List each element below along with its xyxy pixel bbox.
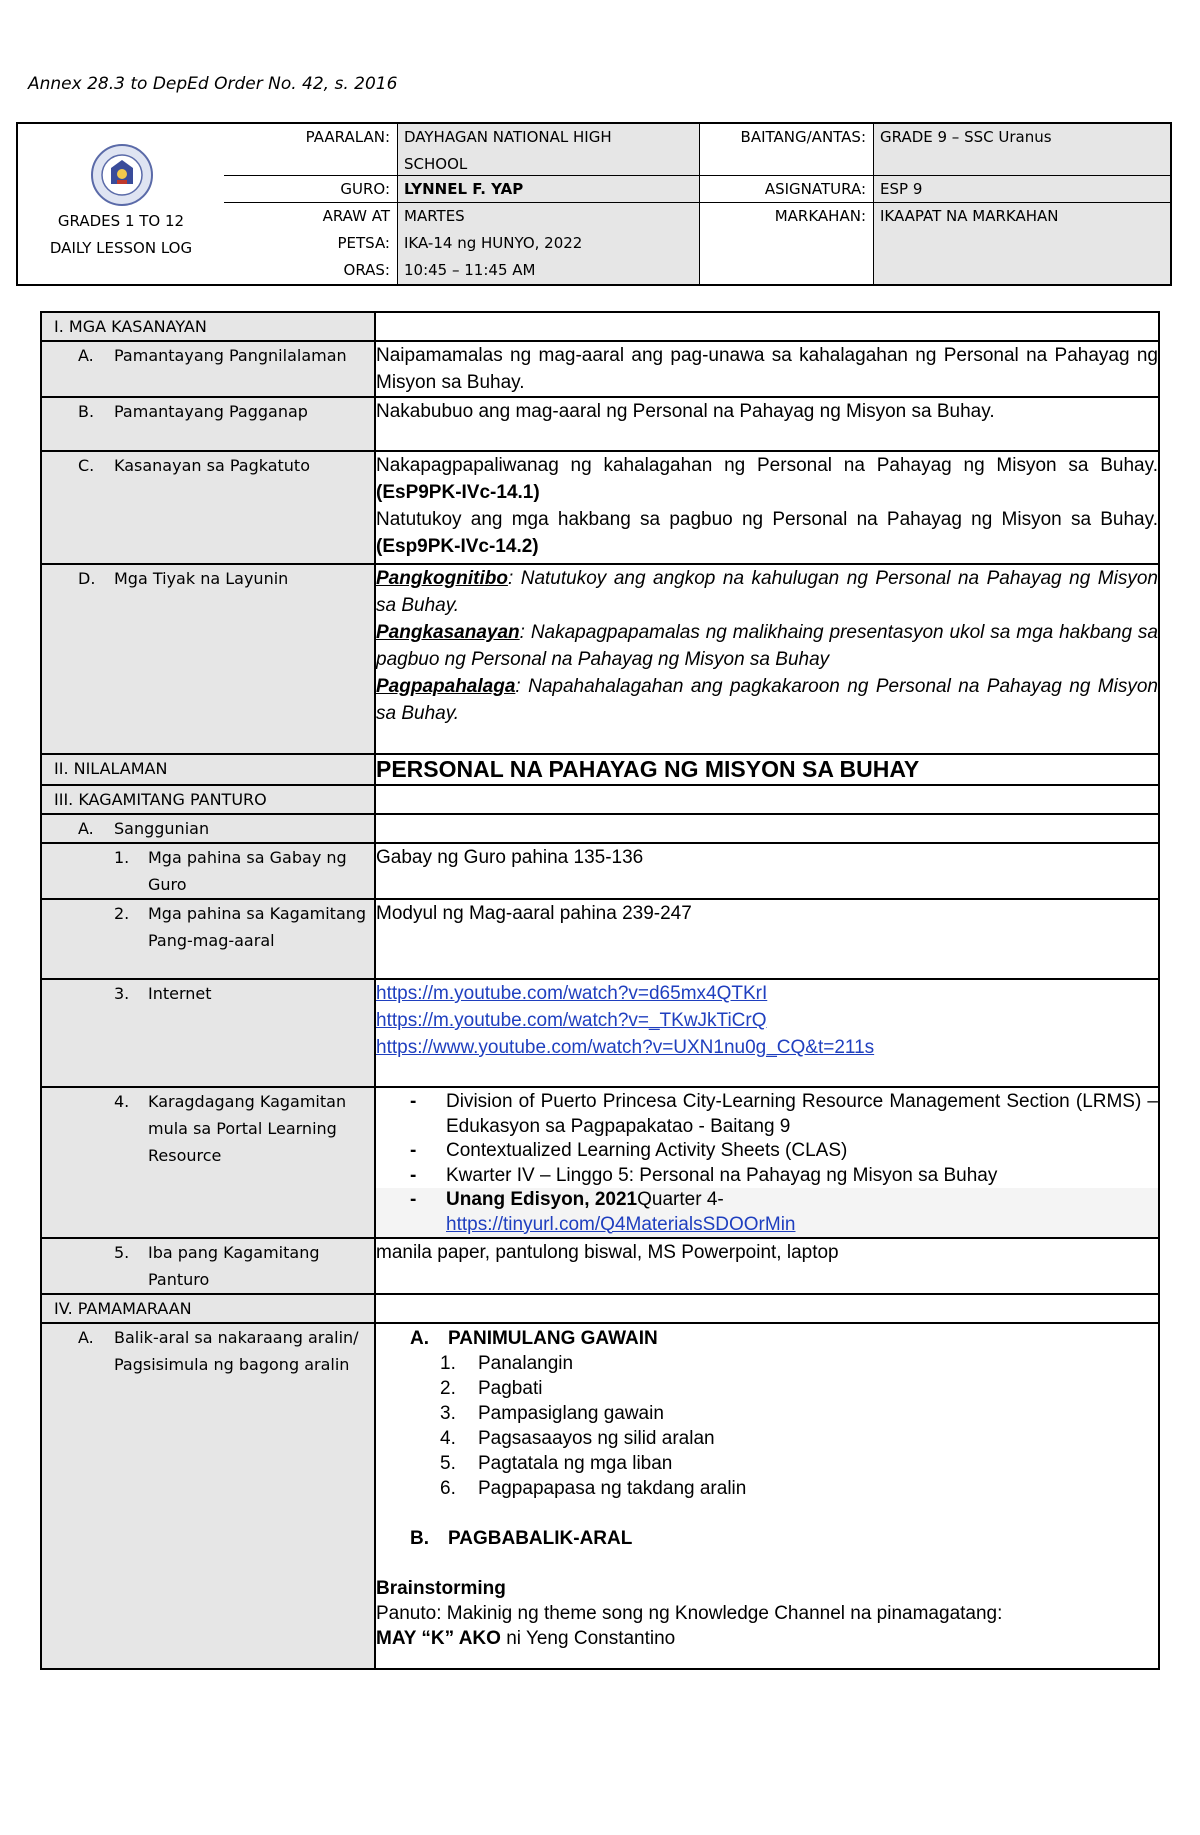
paaralan-value-line-2: SCHOOL	[404, 155, 468, 173]
asignatura-label: ASIGNATURA:	[700, 176, 874, 203]
row-gabay-ng-guro	[41, 843, 1159, 899]
item-label: Sanggunian	[114, 819, 210, 838]
item-key: B.	[78, 402, 95, 421]
pagkatuto-value	[375, 451, 1159, 564]
label-cell	[41, 899, 375, 979]
song-line	[376, 1626, 1158, 1651]
pangkasanayan-label: Pangkasanayan	[376, 622, 520, 643]
oras-value: 10:45 – 11:45 AM	[404, 261, 536, 279]
resource-item: Kwarter IV – Linggo 5: Personal na Pahayag ng Misyon sa Buhay	[446, 1164, 998, 1186]
item-key: C.	[78, 456, 95, 475]
step-text: Pagpapapasa ng takdang aralin	[478, 1478, 747, 1499]
paaralan-value	[398, 124, 700, 176]
bullet-dash: -	[410, 1189, 417, 1210]
item-label: Kasanayan sa Pagkatuto	[114, 456, 310, 475]
gabay-value: Gabay ng Guro pahina 135-136	[375, 843, 1159, 899]
youtube-link-3[interactable]: https://www.youtube.com/watch?v=UXN1nu0g_CQ&t=211s	[376, 1037, 875, 1058]
song-artist: ni Yeng Constantino	[500, 1628, 676, 1649]
row-pamantayang-pangnilalaman	[41, 341, 1159, 397]
deped-seal-icon	[91, 144, 153, 206]
step-number: 3.	[440, 1403, 456, 1424]
log-title	[18, 208, 224, 262]
kasanayan-heading-row	[41, 312, 1159, 341]
step-text: Pagtatala ng mga liban	[478, 1453, 673, 1474]
step-number: 6.	[440, 1478, 456, 1499]
label-cell	[41, 564, 375, 754]
youtube-link-1[interactable]: https://m.youtube.com/watch?v=d65mx4QTKrI	[376, 983, 768, 1004]
competency-code-1: (EsP9PK-IVc-14.1)	[376, 482, 540, 503]
tinyurl-link[interactable]: https://tinyurl.com/Q4MaterialsSDOOrMin	[446, 1213, 796, 1235]
markahan-value: IKAAPAT NA MARKAHAN	[874, 203, 1170, 284]
pangkognitibo-label: Pangkognitibo	[376, 568, 508, 589]
item-key: A.	[78, 819, 94, 838]
annex-reference: Annex 28.3 to DepEd Order No. 42, s. 2016	[28, 74, 398, 94]
item-label: Mga pahina sa Gabay ng Guro	[148, 848, 347, 894]
layunin-value	[375, 564, 1159, 754]
asignatura-value: ESP 9	[874, 176, 1170, 203]
kagamitan-heading-row	[41, 785, 1159, 814]
row-internet	[41, 979, 1159, 1087]
label-cell	[41, 814, 375, 843]
pangkasanayan-text: : Nakapagpapamalas ng malikhaing presentasyon ukol sa mga hakbang sa pagbuo ng Personal na Pahayag ng Misyon sa Buhay	[376, 622, 1158, 670]
pagganap-value: Nakabubuo ang mag-aaral ng Personal na Pahayag ng Misyon sa Buhay.	[375, 397, 1159, 451]
petsa-value: IKA-14 ng HUNYO, 2022	[404, 234, 583, 252]
row-sanggunian	[41, 814, 1159, 843]
competency-2: Natutukoy ang mga hakbang sa pagbuo ng Personal na Pahayag ng Misyon sa Buhay.	[376, 509, 1158, 530]
step-number: 4.	[440, 1428, 456, 1449]
brainstorm-heading: Brainstorming	[376, 1578, 506, 1599]
modyul-value: Modyul ng Mag-aaral pahina 239-247	[375, 899, 1159, 979]
guro-label: GURO:	[224, 176, 398, 203]
item-key: A.	[78, 1328, 94, 1347]
step-number: 1.	[440, 1353, 456, 1374]
pamamaraan-heading-row	[41, 1294, 1159, 1323]
song-title: MAY “K” AKO	[376, 1628, 501, 1649]
item-label: Pamantayang Pangnilalaman	[114, 346, 347, 365]
step-text: Pampasiglang gawain	[478, 1403, 664, 1424]
nilalaman-value: PERSONAL NA PAHAYAG NG MISYON SA BUHAY	[375, 754, 1159, 785]
competency-code-2: (Esp9PK-IVc-14.2)	[376, 536, 539, 557]
row-portal-learning-resource	[41, 1087, 1159, 1238]
portal-resources	[375, 1087, 1159, 1238]
item-key: D.	[78, 569, 96, 588]
empty-cell	[375, 785, 1159, 814]
label-cell	[41, 1323, 375, 1669]
paaralan-label: PAARALAN:	[224, 124, 398, 176]
resource-item	[446, 1188, 1158, 1237]
section-key: B.	[410, 1528, 429, 1549]
item-label: Internet	[148, 984, 212, 1003]
step-number: 5.	[440, 1453, 456, 1474]
panuto-text: Panuto: Makinig ng theme song ng Knowledge Channel na pinamagatang:	[376, 1603, 1003, 1624]
balik-aral-content	[375, 1323, 1159, 1669]
label-cell	[41, 1238, 375, 1294]
kagamitan-heading	[41, 785, 375, 814]
resource-item: Division of Puerto Princesa City-Learning Resource Management Section (LRMS) – Edukasyon sa Pagpapakatao - Baitang 9	[446, 1091, 1158, 1137]
item-key: 4.	[114, 1092, 130, 1111]
item-key: 1.	[114, 848, 130, 867]
step-text: Pagbati	[478, 1378, 543, 1399]
item-key: 3.	[114, 984, 130, 1003]
label-cell	[41, 843, 375, 899]
label-cell	[41, 1087, 375, 1238]
row-tiyak-na-layunin	[41, 564, 1159, 754]
item-label: Balik-aral sa nakaraang aralin/ Pagsisimula ng bagong aralin	[114, 1328, 359, 1374]
label-cell	[41, 397, 375, 451]
lesson-log-table	[40, 311, 1160, 1670]
internet-links	[375, 979, 1159, 1087]
label-cell	[41, 979, 375, 1087]
step-text: Pagsasaayos ng silid aralan	[478, 1428, 715, 1449]
pangnilalaman-value: Naipamamalas ng mag-aaral ang pag-unawa sa kahalagahan ng Personal na Pahayag ng Misyon sa Buhay.	[375, 341, 1159, 397]
nilalaman-heading-text: II. NILALAMAN	[54, 759, 168, 778]
pangkognitibo-text: : Natutukoy ang angkop na kahulugan ng Personal na Pahayag ng Misyon sa Buhay.	[376, 568, 1158, 616]
item-label: Mga Tiyak na Layunin	[114, 569, 289, 588]
bullet-dash: -	[410, 1091, 417, 1112]
bullet-dash: -	[410, 1164, 417, 1186]
araw-label: ARAW AT	[322, 207, 390, 225]
baitang-label: BAITANG/ANTAS:	[700, 124, 874, 176]
label-cell	[41, 341, 375, 397]
section-title: PAGBABALIK-ARAL	[448, 1528, 633, 1549]
araw-petsa-oras-values	[398, 203, 700, 284]
section-title: PANIMULANG GAWAIN	[448, 1328, 658, 1349]
pagpapahalaga-label: Pagpapahalaga	[376, 676, 516, 697]
baitang-value: GRADE 9 – SSC Uranus	[874, 124, 1170, 176]
item-label: Karagdagang Kagamitan mula sa Portal Learning Resource	[148, 1092, 347, 1165]
kasanayan-heading	[41, 312, 375, 341]
logo-cell	[18, 124, 225, 284]
row-kasanayan-pagkatuto	[41, 451, 1159, 564]
row-nilalaman	[41, 754, 1159, 785]
edition-label: Unang Edisyon, 2021	[446, 1189, 638, 1210]
header-table	[16, 122, 1172, 286]
resource-item: Contextualized Learning Activity Sheets (CLAS)	[446, 1140, 848, 1161]
empty-cell	[375, 814, 1159, 843]
competency-1: Nakapagpapaliwanag ng kahalagahan ng Personal na Pahayag ng Misyon sa Buhay.	[376, 455, 1158, 476]
youtube-link-2[interactable]: https://m.youtube.com/watch?v=_TKwJkTiCrQ	[376, 1010, 767, 1031]
log-title-line-1: GRADES 1 TO 12	[57, 212, 185, 230]
item-label: Iba pang Kagamitang Panturo	[148, 1243, 320, 1289]
araw-petsa-oras-labels	[224, 203, 398, 284]
empty-cell	[375, 1294, 1159, 1323]
oras-label: ORAS:	[343, 261, 390, 279]
row-pamantayang-pagganap	[41, 397, 1159, 451]
label-cell	[41, 451, 375, 564]
paaralan-value-line-1: DAYHAGAN NATIONAL HIGH	[404, 128, 612, 146]
row-kagamitang-pang-mag-aaral	[41, 899, 1159, 979]
pamamaraan-heading	[41, 1294, 375, 1323]
kasanayan-heading-text: I. MGA KASANAYAN	[54, 317, 207, 336]
row-iba-pang-kagamitan	[41, 1238, 1159, 1294]
bullet-dash: -	[410, 1140, 417, 1161]
empty-cell	[375, 312, 1159, 341]
step-text: Panalangin	[478, 1353, 574, 1374]
item-key: A.	[78, 346, 94, 365]
item-key: 2.	[114, 904, 130, 923]
row-balik-aral	[41, 1323, 1159, 1669]
section-key: A.	[410, 1328, 429, 1349]
nilalaman-heading	[41, 754, 375, 785]
step-number: 2.	[440, 1378, 456, 1399]
araw-value: MARTES	[404, 207, 465, 225]
item-label: Pamantayang Pagganap	[114, 402, 308, 421]
iba-pang-value: manila paper, pantulong biswal, MS Powerpoint, laptop	[375, 1238, 1159, 1294]
pamamaraan-heading-text: IV. PAMAMARAAN	[54, 1299, 192, 1318]
guro-value: LYNNEL F. YAP	[398, 176, 700, 203]
petsa-label: PETSA:	[337, 234, 390, 252]
markahan-label: MARKAHAN:	[700, 203, 874, 284]
item-key: 5.	[114, 1243, 130, 1262]
quarter-label: Quarter 4-	[637, 1189, 724, 1210]
kagamitan-heading-text: III. KAGAMITANG PANTURO	[54, 790, 267, 809]
log-title-line-2: DAILY LESSON LOG	[49, 239, 193, 257]
pagpapahalaga-text: : Napahahalagahan ang pagkakaroon ng Personal na Pahayag ng Misyon sa Buhay.	[376, 676, 1158, 724]
item-label: Mga pahina sa Kagamitang Pang-mag-aaral	[148, 904, 367, 950]
